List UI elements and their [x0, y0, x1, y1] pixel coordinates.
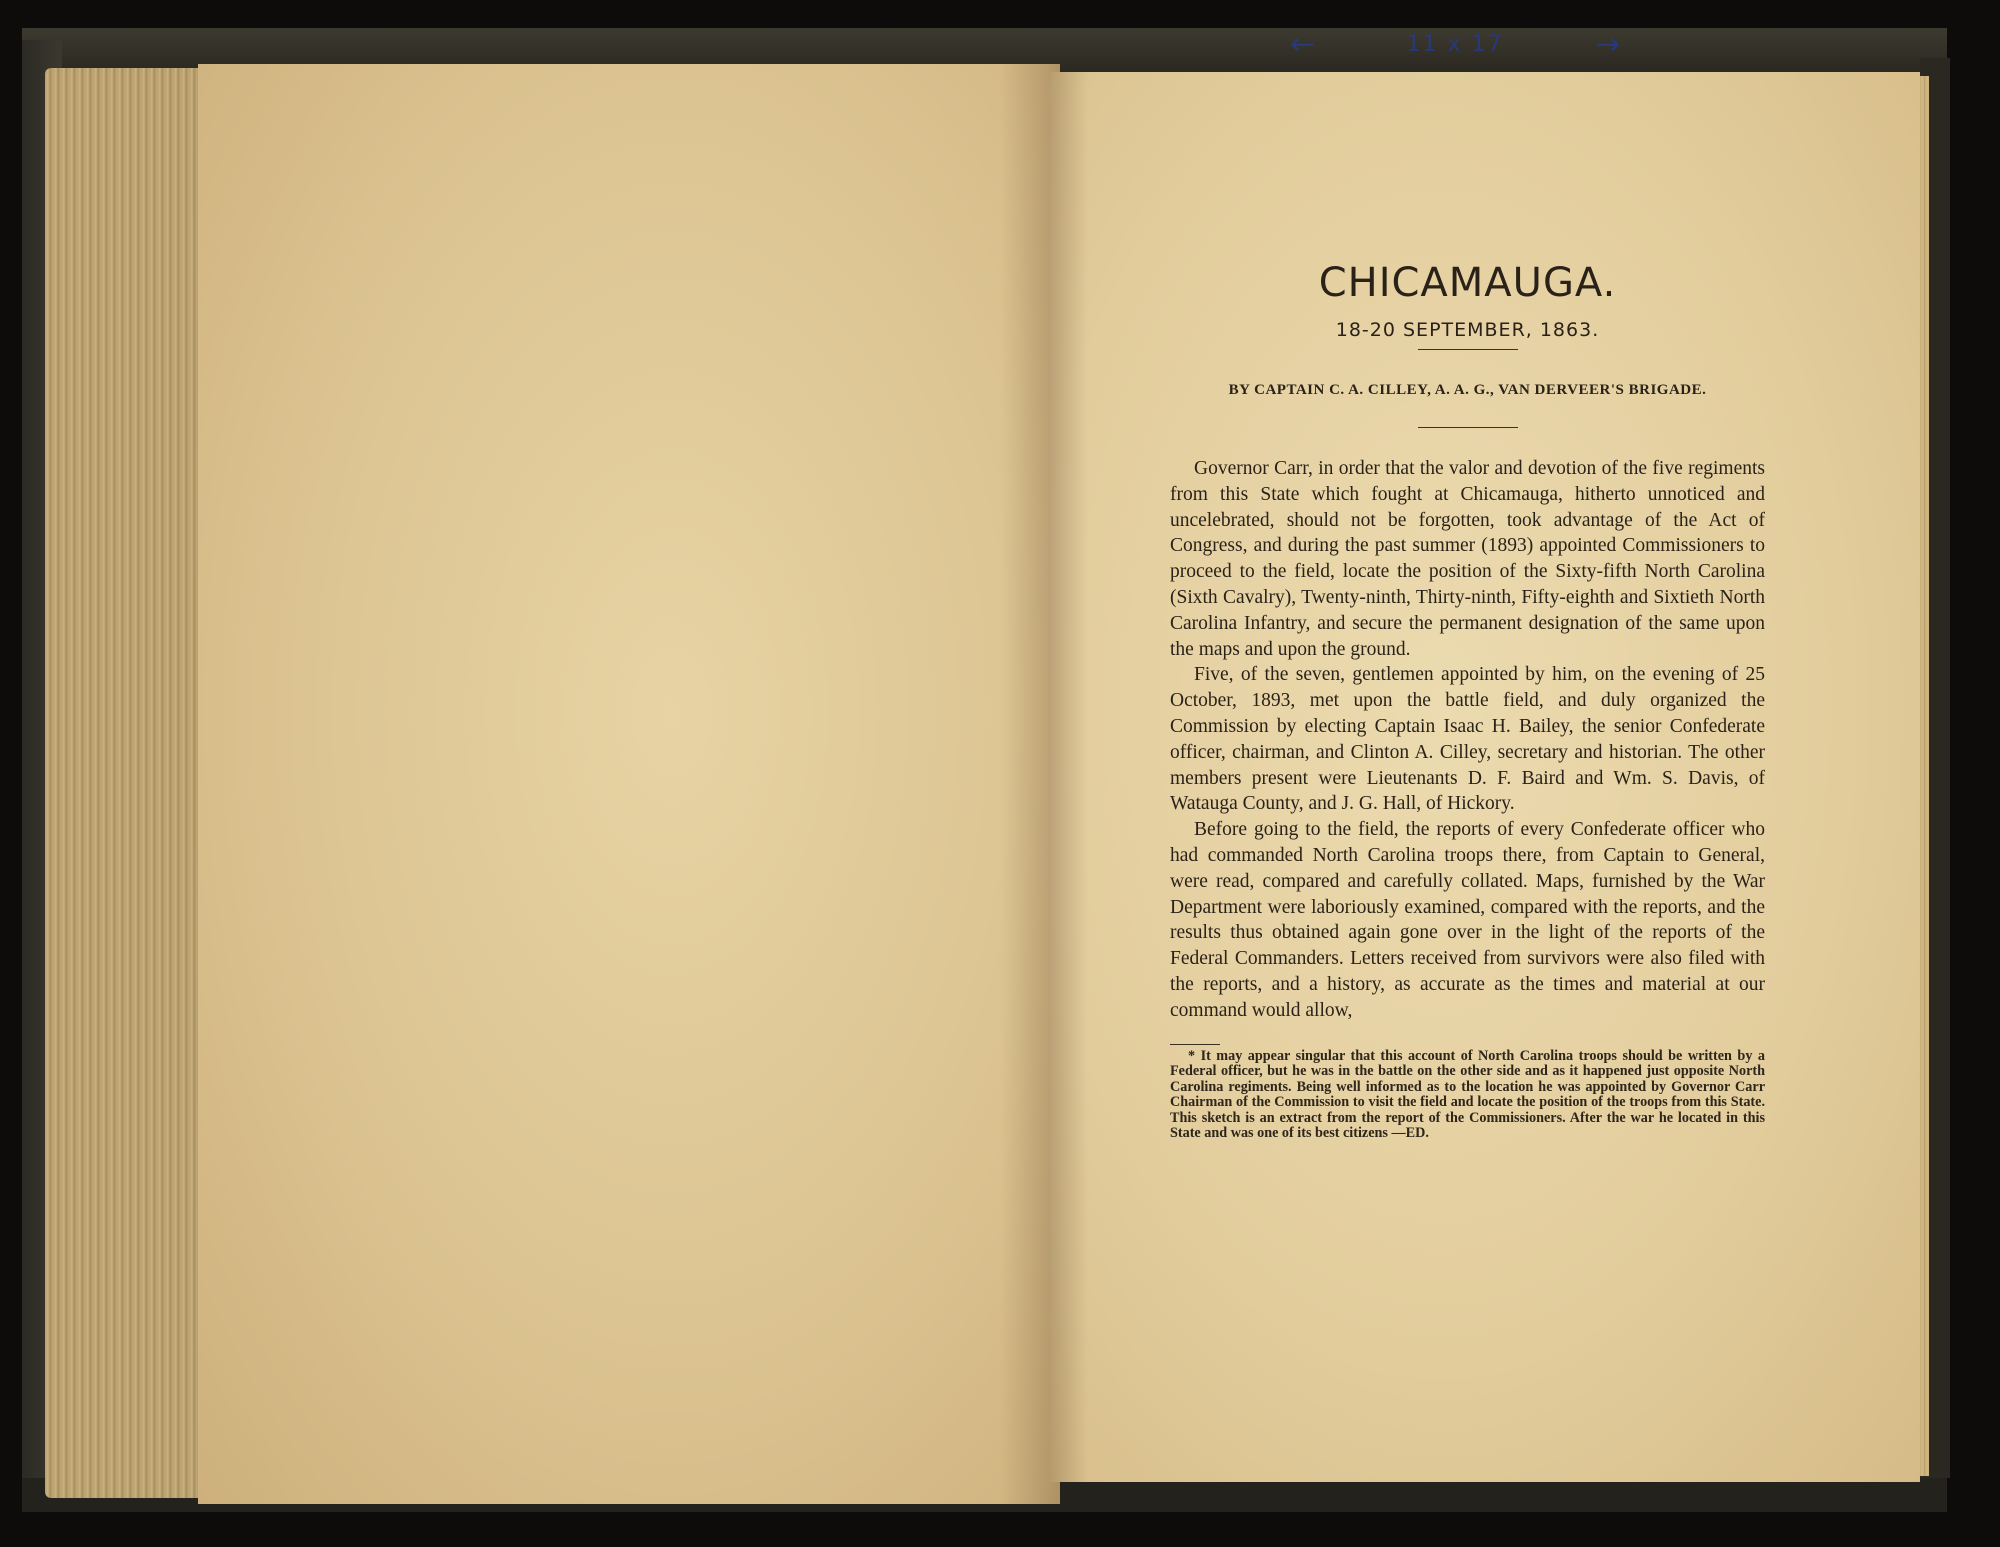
footnote-divider [1170, 1044, 1220, 1045]
title-divider [1418, 349, 1518, 350]
paragraph: Five, of the seven, gentlemen appointed by him, on the evening of 25 October, 1893, met upon the battle field, and duly organized the Commission by electing Captain Isaac H. Bailey, the senior Confederate officer, chairman, and Clinton A. Cilley, secretary and historian. The other members present were Lieutenants D. F. Baird and Wm. S. Davis, of Watauga County, and J. G. Hall, of Hickory. [1170, 664, 1765, 815]
article-byline: BY CAPTAIN C. A. CILLEY, A. A. G., VAN DERVEER'S BRIGADE. [1228, 382, 1707, 398]
page-edges-left [45, 68, 205, 1498]
paragraph: Governor Carr, in order that the valor and devotion of the five regiments from this State which fought at Chicamauga, hitherto unnoticed and uncelebrated, should not be forgotten, took advantage of the Act of Congress, and during the past summer (1893) appointed Commissioners to proceed to the field, locate the position of the Sixty-fifth North Carolina (Sixth Cavalry), Twenty-ninth, Thirty-ninth, Fifty-eighth and Sixtieth North Carolina Infantry, and secure the permanent designation of the same upon the maps and upon the ground. [1170, 458, 1765, 660]
byline-divider [1418, 427, 1518, 428]
article-body [1170, 456, 1765, 1024]
left-page-blank [198, 64, 1060, 1504]
article-dates: 18-20 SEPTEMBER, 1863. [1335, 319, 1600, 341]
arrow-left-icon: ← [1290, 26, 1316, 62]
paragraph: Before going to the field, the reports of every Confederate officer who had commanded North Carolina troops there, from Captain to General, were read, compared and carefully collated. Maps, furnished by the War Department were laboriously examined, compared with the reports, and the results thus obtained again gone over in the light of the reports of the Federal Commanders. Letters received from survivors were also filed with the reports, and a history, as accurate as the times and material at our command would allow, [1170, 819, 1765, 1021]
gutter-shadow [1048, 72, 1088, 1482]
scan-size-label: 11 x 17 [1406, 31, 1504, 57]
footnote: * It may appear singular that this account of North Carolina troops should be written by a Federal officer, but he was in the battle on the other side and as it happened just opposite North Carolina regiments. Being well informed as to the location he was appointed by Governor Carr Chairman of the Commission to visit the field and locate the position of the troops from this State. This sketch is an extract from the report of the Commissioners. After the war he located in this State and was one of its best citizens —ED. [1170, 1047, 1765, 1142]
arrow-right-icon: → [1594, 26, 1620, 62]
article-title: CHICAMAUGA. [1318, 260, 1617, 306]
scan-size-marker [1290, 26, 1620, 62]
article-content [1170, 255, 1765, 1142]
